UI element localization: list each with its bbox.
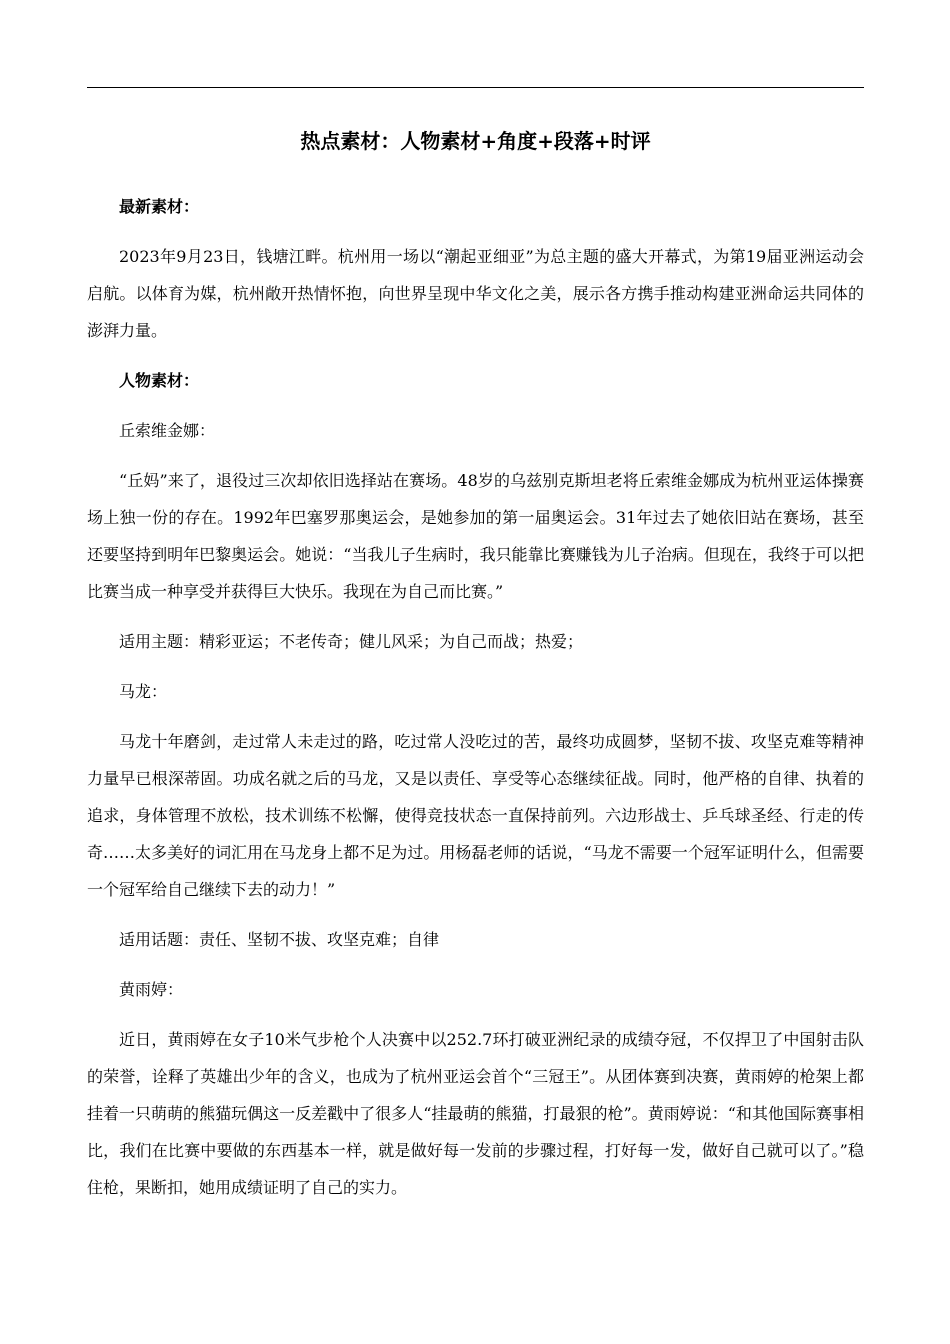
latest-paragraph: 2023年9月23日，钱塘江畔。杭州用一场以“潮起亚细亚”为总主题的盛大开幕式，为第19届亚洲运动会启航。以体育为媒，杭州敞开热情怀抱，向世界呈现中华文化之美，展示各方携手推动构建亚洲命运共同体的澎湃力量。	[87, 247, 864, 340]
person-name: 马龙：	[119, 682, 168, 701]
document-body	[87, 120, 864, 1219]
person-themes: 适用主题：精彩亚运；不老传奇；健儿风采；为自己而战；热爱；	[119, 632, 584, 651]
header-rule	[87, 87, 864, 88]
person-paragraph: 马龙十年磨剑，走过常人未走过的路，吃过常人没吃过的苦，最终功成圆梦，坚韧不拔、攻坚克难等精神力量早已根深蒂固。功成名就之后的马龙，又是以责任、享受等心态继续征战。同时，他严格的自律、执着的追求，身体管理不放松，技术训练不松懈，使得竞技状态一直保持前列。六边形战士、乒乓球圣经、行走的传奇……太多美好的词汇用在马龙身上都不足为过。用杨磊老师的话说，“马龙不需要一个冠军证明什么，但需要一个冠军给自己继续下去的动力！”	[87, 732, 864, 899]
latest-heading: 最新素材：	[119, 197, 200, 216]
person-themes: 适用话题：责任、坚韧不拔、攻坚克难；自律	[119, 930, 440, 949]
person-paragraph: 近日，黄雨婷在女子10米气步枪个人决赛中以252.7环打破亚洲纪录的成绩夺冠，不仅捍卫了中国射击队的荣誉，诠释了英雄出少年的含义，也成为了杭州亚运会首个“三冠王”。从团体赛到决赛，黄雨婷的枪架上都挂着一只萌萌的熊猫玩偶这一反差戳中了很多人“挂最萌的熊猫，打最狠的枪”。黄雨婷说：“和其他国际赛事相比，我们在比赛中要做的东西基本一样，就是做好每一发前的步骤过程，打好每一发，做好自己就可以了。”稳住枪，果断扣，她用成绩证明了自己的实力。	[87, 1030, 864, 1197]
page-title: 热点素材：人物素材+角度+段落+时评	[300, 129, 651, 153]
person-name: 黄雨婷：	[119, 980, 184, 999]
people-heading: 人物素材：	[119, 371, 200, 390]
person-name: 丘索维金娜：	[119, 421, 216, 440]
person-paragraph: “丘妈”来了，退役过三次却依旧选择站在赛场。48岁的乌兹别克斯坦老将丘索维金娜成为杭州亚运体操赛场上独一份的存在。1992年巴塞罗那奥运会，是她参加的第一届奥运会。31年过去了她依旧站在赛场，甚至还要坚持到明年巴黎奥运会。她说：“当我儿子生病时，我只能靠比赛赚钱为儿子治病。但现在，我终于可以把比赛当成一种享受并获得巨大快乐。我现在为自己而比赛。”	[87, 471, 864, 601]
